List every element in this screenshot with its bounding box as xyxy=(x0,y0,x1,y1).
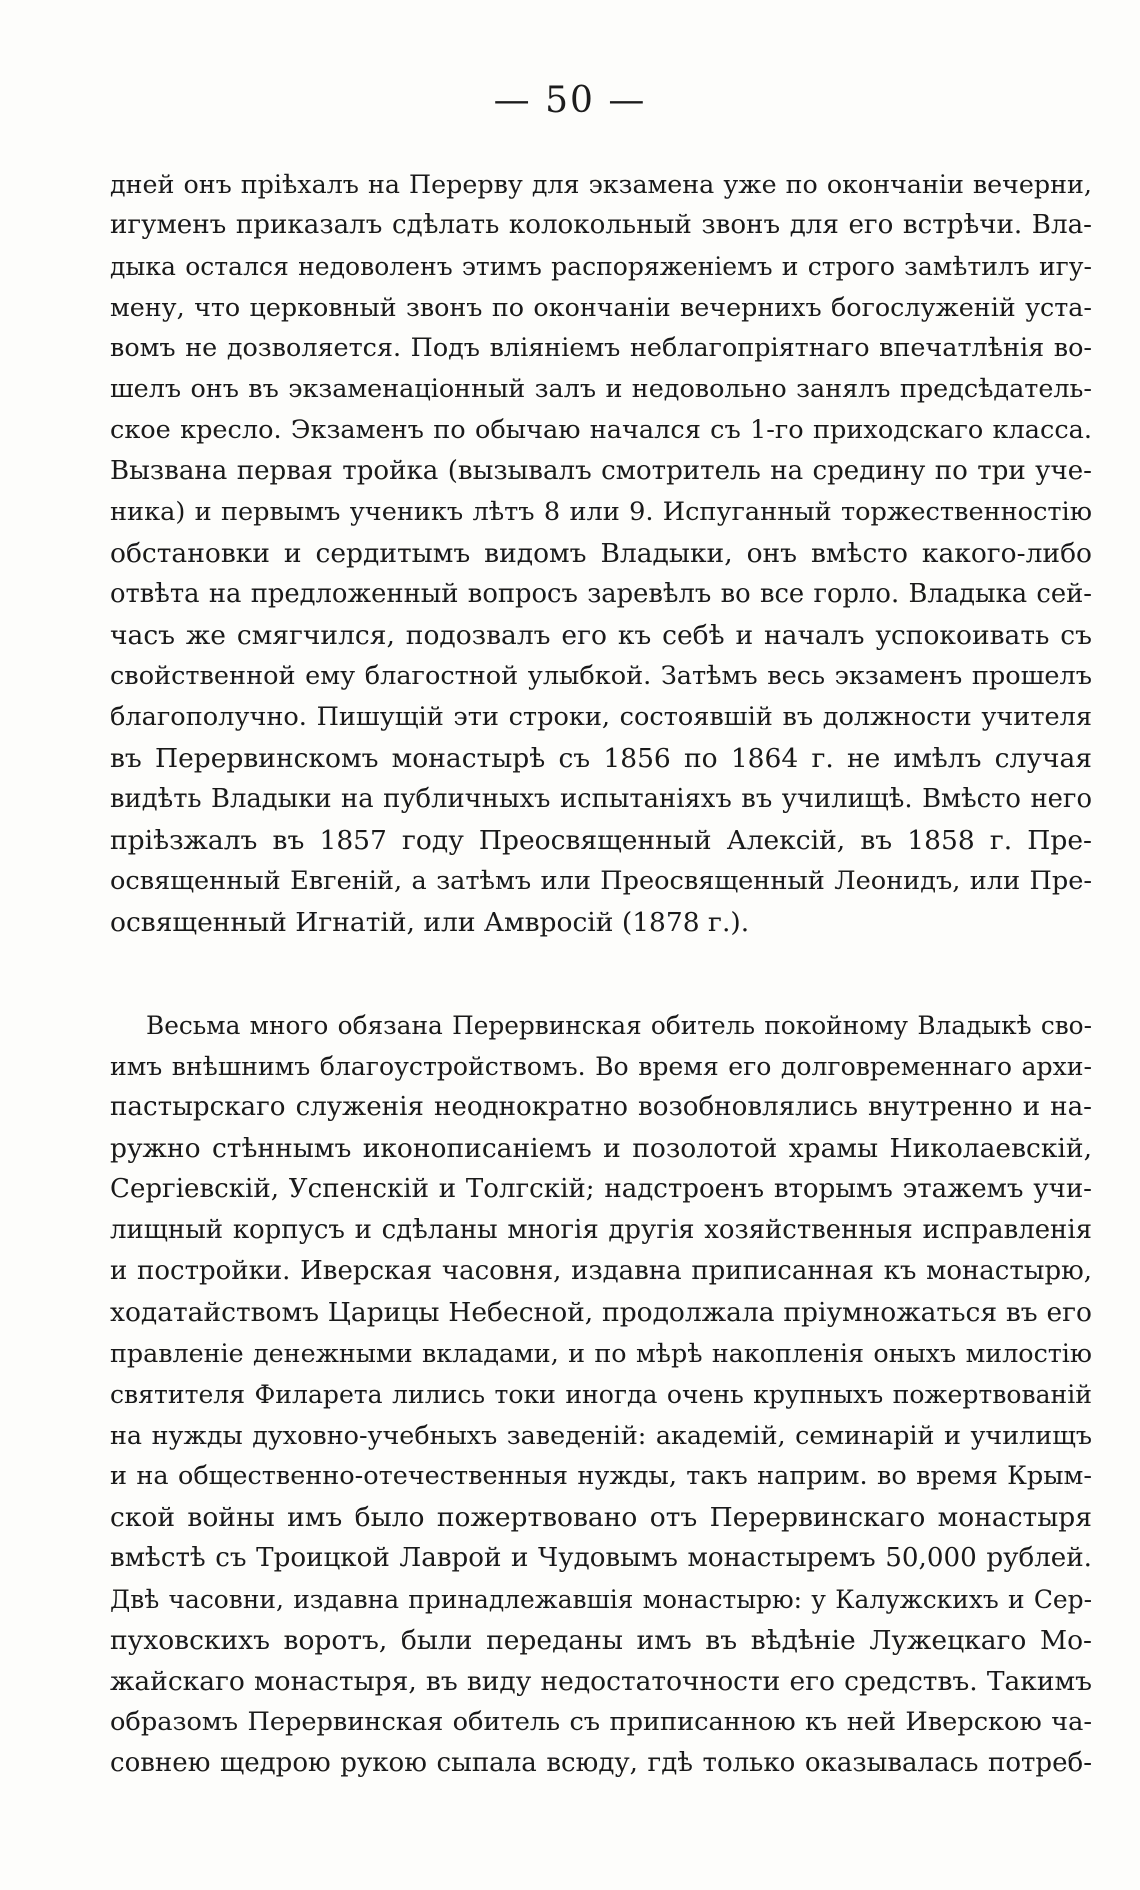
text-line: и на общественно-отечественныя нужды, такъ наприм. во время Крым- xyxy=(110,1461,1092,1491)
text-line: дыка остался недоволенъ этимъ распоряженіемъ и строго замѣтилъ игу- xyxy=(110,252,1092,281)
text-line: игуменъ приказалъ сдѣлать колокольный звонъ для его встрѣчи. Вла- xyxy=(110,210,1092,240)
text-line: отвѣта на предложенный вопросъ заревѣлъ во все горло. Владыка сей- xyxy=(110,579,1092,609)
text-line: правленіе денежными вкладами, и по мѣрѣ накопленія оныхъ милостію xyxy=(110,1338,1092,1368)
text-line: ское кресло. Экзаменъ по обычаю начался съ 1-го приходскаго класса. xyxy=(110,415,1092,445)
text-line: пріѣзжалъ въ 1857 году Преосвященный Алексій, въ 1858 г. Пре- xyxy=(110,825,1092,856)
text-line: часъ же смягчился, подозвалъ его къ себѣ и началъ успокоивать съ xyxy=(110,620,1092,651)
text-line: на нужды духовно-учебныхъ заведеній: академій, семинарій и училищъ xyxy=(110,1420,1092,1450)
text-line: пуховскихъ воротъ, были переданы имъ въ вѣдѣніе Лужецкаго Мо- xyxy=(110,1625,1092,1656)
text-line: лищный корпусъ и сдѣланы многія другія хозяйственныя исправленія xyxy=(110,1215,1092,1245)
text-line: пастырскаго служенія неоднократно возобновлялись внутренно и на- xyxy=(110,1092,1092,1122)
text-line: обстановки и сердитымъ видомъ Владыки, онъ вмѣсто какого-либо xyxy=(110,538,1092,569)
text-line: освященный Евгеній, а затѣмъ или Преосвященный Леонидъ, или Пре- xyxy=(110,866,1092,896)
text-line: святителя Филарета лились токи иногда очень крупныхъ пожертвованій xyxy=(110,1380,1092,1409)
text-line: шелъ онъ въ экзаменаціонный залъ и недовольно занялъ предсѣдатель- xyxy=(110,374,1092,404)
paragraph-1 xyxy=(110,164,1092,943)
text-line: Весьма много обязана Перервинская обитель покойному Владыкѣ сво- xyxy=(146,1011,1092,1040)
page-number: — 50 — xyxy=(493,80,647,121)
text-line: дней онъ пріѣхалъ на Перерву для экзамена уже по окончаніи вечерни, xyxy=(110,169,1092,199)
text-line: мену, что церковный звонъ по окончаніи вечернихъ богослуженій уста- xyxy=(110,292,1092,322)
text-line: образомъ Перервинская обитель съ приписанною къ ней Иверскою ча- xyxy=(110,1707,1092,1737)
text-line: жайскаго монастыря, въ виду недостаточности его средствъ. Такимъ xyxy=(110,1666,1092,1697)
text-line: вомъ не дозволяется. Подъ вліяніемъ неблагопріятнаго впечатлѣнія во- xyxy=(110,333,1092,363)
text-line: Вызвана первая тройка (вызывалъ смотритель на средину по три уче- xyxy=(110,456,1092,486)
text-line: ника) и первымъ ученикъ лѣтъ 8 или 9. Испуганный торжественностію xyxy=(110,497,1092,527)
text-line: видѣть Владыки на публичныхъ испытаніяхъ въ училищѣ. Вмѣсто него xyxy=(110,784,1092,814)
text-line: свойственной ему благостной улыбкой. Затѣмъ весь экзаменъ прошелъ xyxy=(110,661,1092,691)
paragraph-2 xyxy=(110,1005,1092,1784)
text-line: вмѣстѣ съ Троицкой Лаврой и Чудовымъ монастыремъ 50,000 рублей. xyxy=(110,1543,1092,1573)
text-line: Двѣ часовни, издавна принадлежавшія монастырю: у Калужскихъ и Сер- xyxy=(110,1585,1092,1614)
text-line: ходатайствомъ Царицы Небесной, продолжала пріумножаться въ его xyxy=(110,1297,1092,1328)
text-line: ской войны имъ было пожертвовано отъ Перервинскаго монастыря xyxy=(110,1502,1092,1533)
text-line: ружно стѣннымъ иконописаніемъ и позолотой храмы Николаевскій, xyxy=(110,1133,1092,1164)
text-line: имъ внѣшнимъ благоустройствомъ. Во время его долговременнаго архи- xyxy=(110,1052,1092,1081)
text-line: Сергіевскій, Успенскій и Толгскій; надстроенъ вторымъ этажемъ учи- xyxy=(110,1174,1092,1204)
text-line: совнею щедрою рукою сыпала всюду, гдѣ только оказывалась потреб- xyxy=(110,1748,1092,1778)
text-line: благополучно. Пишущій эти строки, состоявшій въ должности учителя xyxy=(110,702,1092,732)
text-line: въ Перервинскомъ монастырѣ съ 1856 по 1864 г. не имѣлъ случая xyxy=(110,743,1092,774)
text-line: и постройки. Иверская часовня, издавна приписанная къ монастырю, xyxy=(110,1256,1092,1286)
text-line: освященный Игнатій, или Амвросій (1878 г.). xyxy=(110,907,750,938)
